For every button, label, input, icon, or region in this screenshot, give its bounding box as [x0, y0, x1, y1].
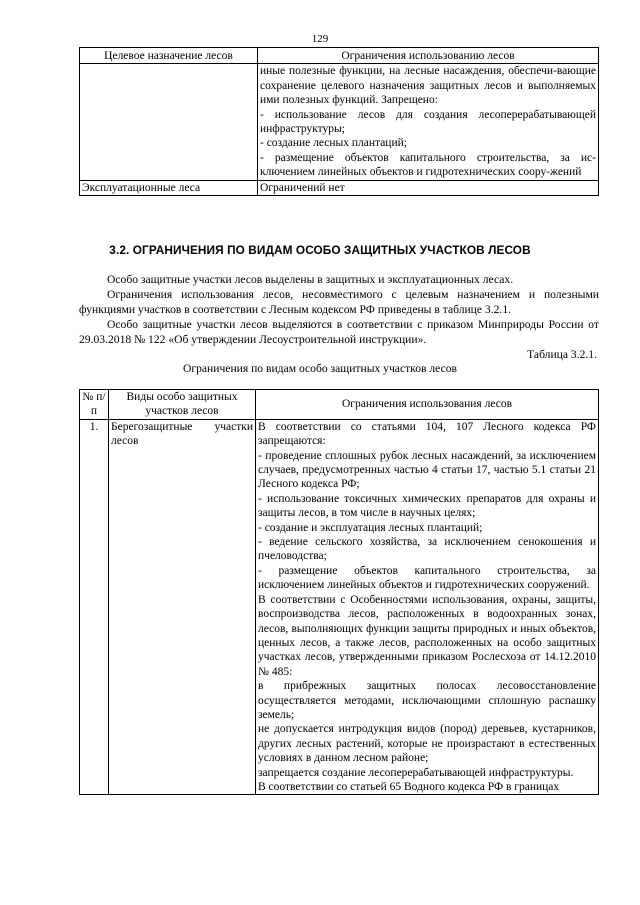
- restriction-line: В соответствии с Особенностями использования, охраны, защиты, воспроизводства лесов, расположенных в водоохранных зонах, лесов, выполняющих функции защиты природных и иных объектов, ценных лесов, а также лесов, расположенных на особо защитных участках лесов, утвержденными приказом Рослесхоза от 14.12.2010 № 485:: [258, 593, 596, 678]
- header-cell-number: № п/п: [80, 390, 109, 420]
- restrictions-table: [79, 389, 599, 795]
- page-number: 129: [311, 33, 329, 45]
- restriction-line: - размещение объектов капитального строительства, за ис-ключением линейных объектов и гидротехнических соору-жений: [260, 151, 596, 179]
- restriction-line: - использование токсичных химических препаратов для охраны и защиты лесов, в том числе в научных целях;: [258, 492, 596, 520]
- restriction-line: - ведение сельского хозяйства, за исключением сенокошения и пчеловодства;: [258, 536, 596, 563]
- purpose-cell: Эксплуатационные леса: [80, 180, 258, 195]
- section-heading: 3.2. ОГРАНИЧЕНИЯ ПО ВИДАМ ОСОБО ЗАЩИТНЫХ УЧАСТКОВ ЛЕСОВ: [109, 243, 531, 257]
- table-row: [80, 64, 599, 180]
- restriction-line: - размещение объектов капитального строительства, за исключением линейных объектов и гидротехнических сооружений.: [258, 564, 596, 592]
- restriction-line: В соответствии со статьями 104, 107 Лесного кодекса РФ запрещаются:: [258, 420, 596, 448]
- table-row: [80, 419, 599, 795]
- header-cell-restrictions: Ограничения использованию лесов: [258, 48, 599, 64]
- restriction-line: - проведение сплошных рубок лесных насаждений, за исключением случаев, предусмотренных частью 4 статьи 17, частью 5.1 статьи 21 Лесного кодекса РФ;: [258, 449, 596, 491]
- restriction-line: запрещается создание лесоперерабатывающей инфраструктуры.: [258, 766, 574, 779]
- restriction-line: иные полезные функции, на лесные насаждения, обеспечи-вающие сохранение целевого назначения защитных лесов и выполняемых ими полезных функций. Запрещено:: [260, 65, 596, 107]
- restriction-line: в прибрежных защитных полосах лесовосстановление осуществляется методами, исключающими сплошную распашку земель;: [258, 680, 596, 721]
- paragraph: Особо защитные участки лесов выделяются в соответствии с приказом Минприроды России от 29.03.2018 № 122 «Об утверждении Лесоустроительной инструкции».: [79, 318, 599, 346]
- restriction-line: - создание и эксплуатация лесных плантаций;: [258, 521, 483, 534]
- header-cell-restrictions: Ограничения использования лесов: [256, 390, 599, 420]
- kind-cell: Берегозащитные участки лесов: [109, 419, 256, 795]
- restrictions-cell: [256, 419, 599, 795]
- restrictions-cell: [258, 64, 599, 180]
- paragraph: Особо защитные участки лесов выделены в защитных и эксплуатационных лесах.: [107, 273, 514, 286]
- top-continuation-table: [79, 47, 599, 196]
- restriction-line: - создание лесных плантаций;: [260, 137, 407, 150]
- table-header-row: [80, 48, 599, 64]
- table-header-row: [80, 390, 599, 420]
- table-label: Таблица 3.2.1.: [527, 348, 597, 361]
- table-title: Ограничения по видам особо защитных участков лесов: [182, 362, 458, 375]
- restrictions-cell: Ограничений нет: [258, 180, 599, 195]
- purpose-cell: [80, 64, 258, 180]
- table-row: [80, 180, 599, 195]
- header-cell-kind: Виды особо защитных участков лесов: [109, 390, 256, 420]
- row-number-cell: 1.: [80, 419, 109, 795]
- restriction-line: не допускается интродукция видов (пород) деревьев, кустарников, других лесных растений, которые не произрастают в естественных условиях в данном лесном районе;: [258, 723, 596, 765]
- paragraph: Ограничения использования лесов, несовместимого с целевым назначением и полезными функциями участков в соответствии с Лесным кодексом РФ приведены в таблице 3.2.1.: [79, 288, 599, 316]
- restriction-line: - использование лесов для создания лесоперерабатывающей инфраструктуры;: [260, 108, 596, 136]
- header-cell-purpose: Целевое назначение лесов: [80, 48, 258, 64]
- restriction-line: В соответствии со статьей 65 Водного кодекса РФ в границах: [258, 780, 560, 793]
